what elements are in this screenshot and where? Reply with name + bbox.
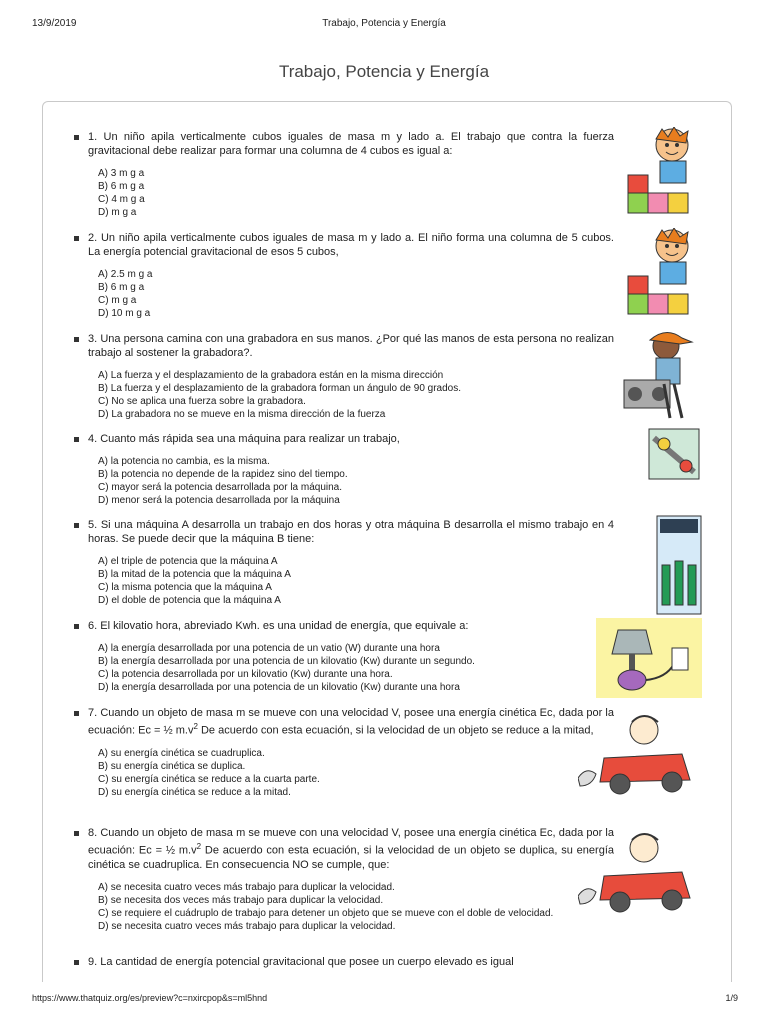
question-text: 3. Una persona camina con una grabadora en sus manos. ¿Por qué las manos de esta persona no realizan trabajo al sostener la grabadora?. (74, 332, 614, 360)
option: A) el triple de potencia que la máquina A (98, 556, 278, 567)
option: D) la energía desarrollada por una potencia de un kilovatio (Kw) durante una hora (98, 682, 460, 693)
question-8 (74, 826, 614, 933)
page-title: Trabajo, Potencia y Energía (278, 62, 490, 81)
question-text: 2. Un niño apila verticalmente cubos iguales de masa m y lado a. El niño forma una columna de 5 cubos. La energía potencial gravitacional de esos 5 cubos, (74, 231, 614, 259)
option: D) se necesita cuatro veces más trabajo para duplicar la velocidad. (98, 920, 396, 932)
option: A) la potencia no cambia, es la misma. (98, 456, 270, 467)
question-3 (74, 332, 614, 421)
options-list (98, 167, 614, 219)
options-list (98, 455, 614, 507)
header-doc-title: Trabajo, Potencia y Energía (322, 18, 446, 29)
option: D) 10 m g a (98, 308, 151, 319)
option: C) No se aplica una fuerza sobre la grabadora. (98, 396, 306, 407)
options-list (98, 747, 614, 799)
option: B) su energía cinética se duplica. (98, 760, 246, 772)
option: C) la misma potencia que la máquina A (98, 582, 272, 593)
person-in-car-illustration (578, 708, 702, 796)
option: D) La grabadora no se mueve en la misma dirección de la fuerza (98, 409, 386, 420)
bottling-machine-illustration (656, 515, 702, 615)
question-text: 8. Cuando un objeto de masa m se mueve con una velocidad V, posee una energía cinética Ec, dada por la ecuación: Ec = ½ $m.v^2$ De acuerdo con esta ecuación, si la velocidad de un objeto se duplica, su energía cinética se cuadruplica. En consecuencia NO se cumple, que: (74, 826, 614, 872)
option: B) La fuerza y el desplazamiento de la grabadora forman un ángulo de 90 grados. (98, 383, 462, 394)
question-text: 9. La cantidad de energía potencial gravitacional que posee un cuerpo elevado es igual (74, 955, 614, 969)
footer-page-number: 1/9 (725, 993, 738, 1003)
header-date: 13/9/2019 (32, 18, 77, 29)
option: B) 6 m g a (98, 282, 145, 293)
option: B) la mitad de la potencia que la máquina A (98, 569, 291, 580)
options-list (98, 268, 614, 320)
question-9 (74, 955, 614, 969)
option: A) la energía desarrollada por una potencia de un vatio (W) durante una hora (98, 643, 440, 654)
options-list (98, 369, 614, 421)
lamp-and-plug-illustration (596, 618, 702, 698)
footer-url[interactable]: https://www.thatquiz.org/es/preview?c=nxircpop&s=ml5hnd (32, 993, 268, 1003)
person-with-boombox-illustration (620, 328, 702, 420)
option: C) m g a (98, 295, 137, 306)
option: C) su energía cinética se reduce a la cuarta parte. (98, 773, 320, 785)
question-text: 7. Cuando un objeto de masa m se mueve con una velocidad V, posee una energía cinética Ec, dada por la ecuación: Ec = ½ $m.v^2$ De acuerdo con esta ecuación, si la velocidad de un objeto se reduce a la mitad, (74, 706, 614, 738)
question-2 (74, 231, 614, 320)
option: C) 4 m g a (98, 194, 145, 205)
option: B) 6 m g a (98, 181, 145, 192)
option: B) la potencia no depende de la rapidez sino del tiempo. (98, 469, 348, 480)
option: A) La fuerza y el desplazamiento de la grabadora están en la misma dirección (98, 370, 444, 381)
option: B) se necesita dos veces más trabajo para duplicar la velocidad. (98, 894, 384, 906)
question-text: 5. Si una máquina A desarrolla un trabajo en dos horas y otra máquina B desarrolla el mismo trabajo en 4 horas. Se puede decir que la máquina B tiene: (74, 518, 614, 546)
option: C) se requiere el cuádruplo de trabajo para detener un objeto que se mueve con el doble de velocidad. (98, 907, 554, 919)
question-7 (74, 706, 614, 799)
option: C) la potencia desarrollada por un kilovatio (Kw) durante una hora. (98, 669, 393, 680)
question-1 (74, 130, 614, 219)
option: A) su energía cinética se cuadruplica. (98, 747, 265, 759)
child-with-blocks-illustration (624, 228, 700, 316)
options-list (98, 642, 614, 694)
machine-gears-illustration (648, 428, 700, 480)
option: A) 3 m g a (98, 168, 145, 179)
option: D) menor será la potencia desarrollada por la máquina (98, 495, 340, 506)
options-list (98, 881, 614, 933)
person-in-car-illustration (578, 826, 702, 914)
options-list (98, 555, 614, 607)
question-5 (74, 518, 614, 607)
option: D) m g a (98, 207, 137, 218)
question-text: 6. El kilovatio hora, abreviado Kwh. es una unidad de energía, que equivale a: (74, 619, 614, 633)
option: B) la energía desarrollada por una potencia de un kilovatio (Kw) durante un segundo. (98, 656, 475, 667)
question-text: 1. Un niño apila verticalmente cubos iguales de masa m y lado a. El trabajo que contra la fuerza gravitacional debe realizar para formar una columna de 4 cubos es igual a: (74, 130, 614, 158)
question-4 (74, 432, 614, 507)
option: A) se necesita cuatro veces más trabajo para duplicar la velocidad. (98, 881, 395, 893)
option: D) el doble de potencia que la máquina A (98, 595, 281, 606)
child-with-blocks-illustration (624, 127, 700, 215)
option: C) mayor será la potencia desarrollada por la máquina. (98, 482, 343, 493)
option: A) 2.5 m g a (98, 269, 153, 280)
question-text: 4. Cuanto más rápida sea una máquina para realizar un trabajo, (74, 432, 614, 446)
option: D) su energía cinética se reduce a la mitad. (98, 786, 291, 798)
question-6 (74, 619, 614, 694)
